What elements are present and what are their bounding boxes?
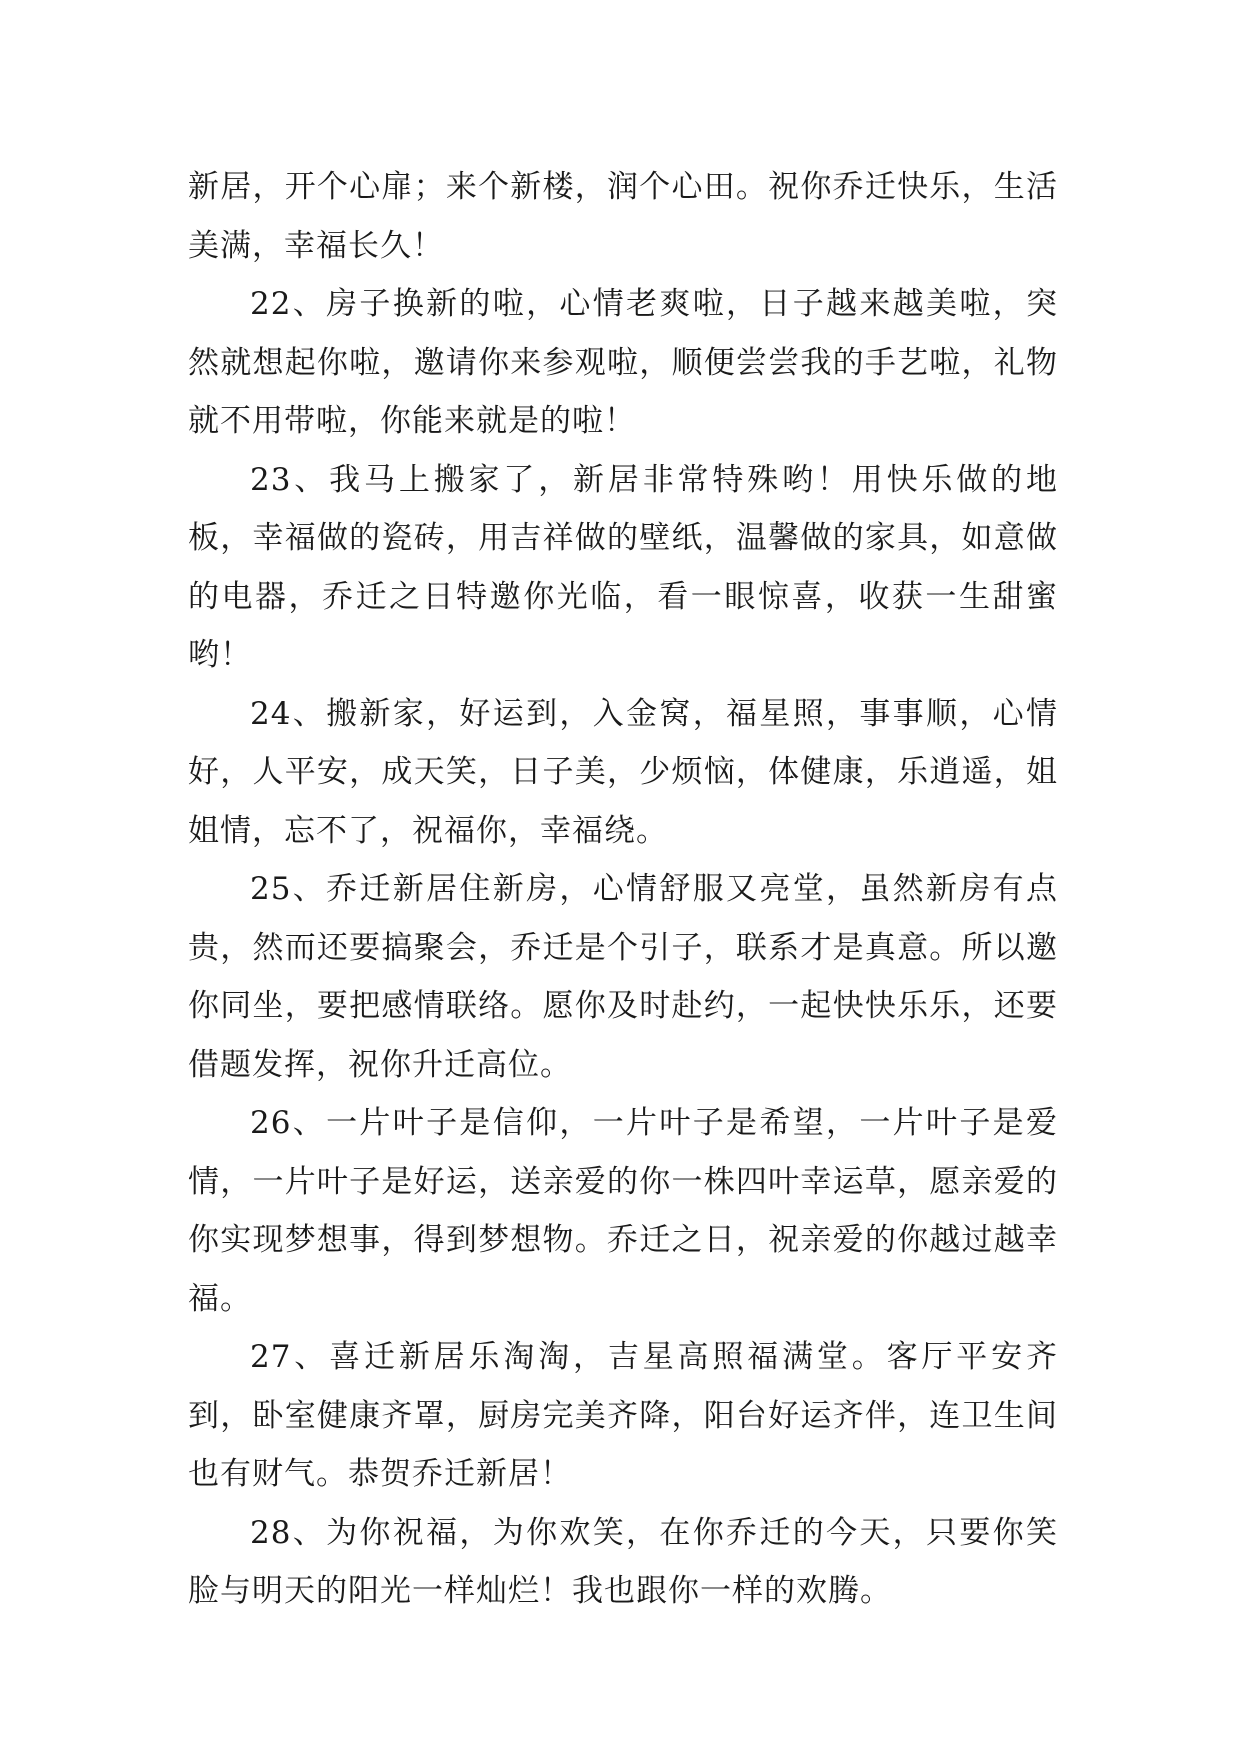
- paragraph-26: 26、一片叶子是信仰，一片叶子是希望，一片叶子是爱情，一片叶子是好运，送亲爱的你一株四叶幸运草，愿亲爱的你实现梦想事，得到梦想物。乔迁之日，祝亲爱的你越过越幸福。: [188, 1105, 1058, 1317]
- paragraph-24: 24、搬新家，好运到，入金窝，福星照，事事顺，心情好，人平安，成天笑，日子美，少烦恼，体健康，乐逍遥，姐姐情，忘不了，祝福你，幸福绕。: [188, 695, 1058, 849]
- paragraph-22: 22、房子换新的啦，心情老爽啦，日子越来越美啦，突然就想起你啦，邀请你来参观啦，顺便尝尝我的手艺啦，礼物就不用带啦，你能来就是的啦！: [188, 286, 1058, 439]
- paragraph-continued: 新居，开个心扉；来个新楼，润个心田。祝你乔迁快乐，生活美满，幸福长久！: [188, 169, 1058, 264]
- document-body: [188, 158, 1058, 1621]
- paragraph-27: 27、喜迁新居乐淘淘，吉星高照福满堂。客厅平安齐到，卧室健康齐罩，厨房完美齐降，阳台好运齐伴，连卫生间也有财气。恭贺乔迁新居！: [188, 1339, 1058, 1492]
- paragraph-23: 23、我马上搬家了，新居非常特殊哟！用快乐做的地板，幸福做的瓷砖，用吉祥做的壁纸，温馨做的家具，如意做的电器，乔迁之日特邀你光临，看一眼惊喜，收获一生甜蜜哟！: [188, 461, 1058, 673]
- paragraph-28: 28、为你祝福，为你欢笑，在你乔迁的今天，只要你笑脸与明天的阳光一样灿烂！我也跟你一样的欢腾。: [188, 1514, 1058, 1609]
- paragraph-25: 25、乔迁新居住新房，心情舒服又亮堂，虽然新房有点贵，然而还要搞聚会，乔迁是个引子，联系才是真意。所以邀你同坐，要把感情联络。愿你及时赴约，一起快快乐乐，还要借题发挥，祝你升迁高位。: [188, 871, 1058, 1083]
